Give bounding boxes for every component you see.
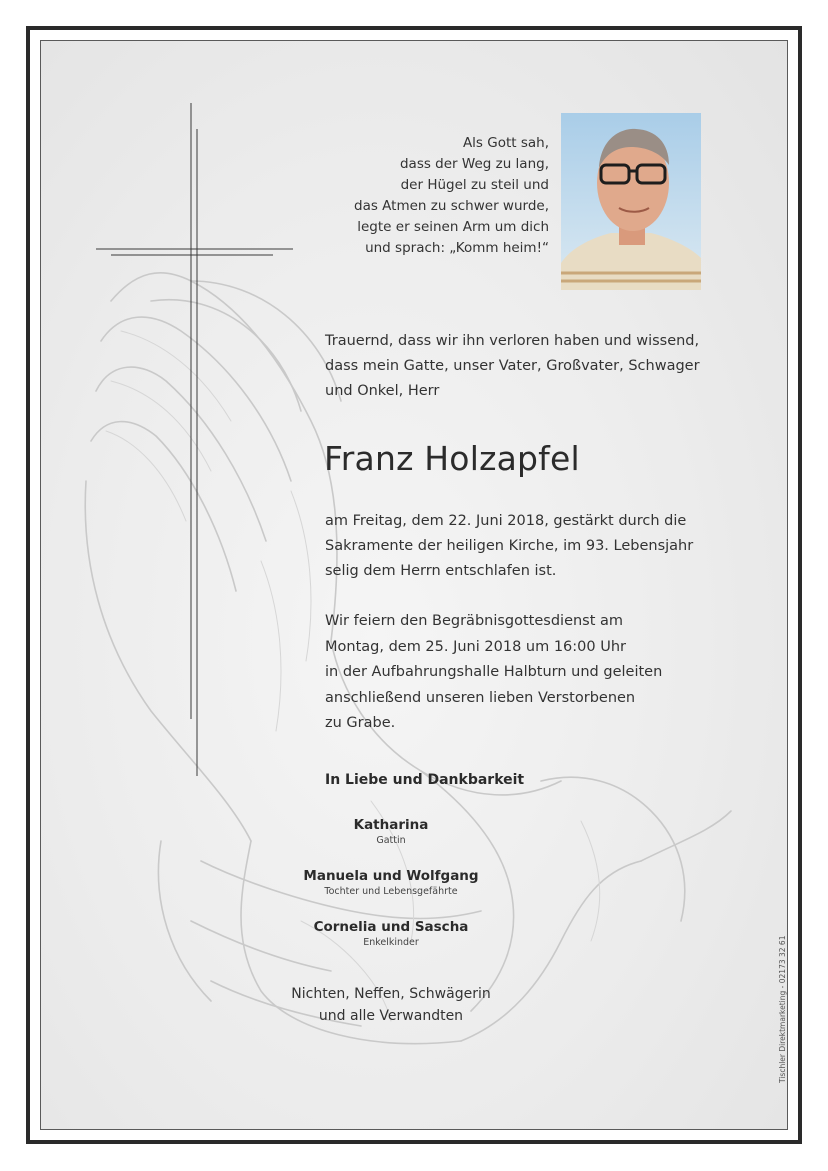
details-line: Sakramente der heiligen Kirche, im 93. Lebensjahr — [325, 538, 694, 554]
mourner-relation: Tochter und Lebensgefährte — [324, 886, 458, 897]
funeral-service-info — [325, 609, 745, 737]
poem-line: legte er seinen Arm um dich — [357, 219, 549, 235]
mourners-list — [271, 816, 511, 969]
mourner-entry — [271, 816, 511, 867]
mourner-name: Manuela und Wolfgang — [303, 868, 479, 884]
poem-line: und sprach: „Komm heim!“ — [365, 240, 549, 256]
poem-line: dass der Weg zu lang, — [399, 156, 549, 172]
outer-frame — [26, 26, 802, 1144]
service-line: anschließend unseren lieben Verstorbenen — [325, 689, 636, 706]
poem — [291, 133, 549, 259]
mourner-entry — [271, 918, 511, 969]
relatives-line: Nichten, Neffen, Schwägerin — [291, 986, 491, 1002]
poem-line: der Hügel zu steil und — [400, 177, 549, 193]
relatives — [271, 983, 511, 1027]
mourner-relation: Enkelkinder — [363, 937, 419, 948]
mourner-name: Katharina — [353, 817, 429, 833]
mourner-name: Cornelia und Sascha — [313, 919, 469, 935]
relatives-line: und alle Verwandten — [318, 1008, 464, 1024]
details-line: selig dem Herrn entschlafen ist. — [325, 563, 557, 579]
intro-line: dass mein Gatte, unser Vater, Großvater, Schwager — [325, 358, 700, 374]
deceased-name: Franz Holzapfel — [324, 439, 580, 478]
intro-text — [325, 329, 745, 404]
death-details — [325, 509, 745, 584]
poem-line: Als Gott sah, — [462, 135, 549, 151]
details-line: am Freitag, dem 22. Juni 2018, gestärkt durch die — [325, 513, 687, 529]
portrait-photo — [561, 113, 701, 290]
service-line: zu Grabe. — [325, 715, 396, 731]
closing-phrase: In Liebe und Dankbarkeit — [325, 772, 525, 788]
intro-line: Trauernd, dass wir ihn verloren haben und wissend, — [325, 333, 700, 349]
service-line: Wir feiern den Begräbnisgottesdienst am — [325, 613, 624, 629]
mourner-relation: Gattin — [376, 835, 406, 846]
poem-line: das Atmen zu schwer wurde, — [354, 198, 549, 214]
service-line: Montag, dem 25. Juni 2018 um 16:00 Uhr — [325, 638, 626, 655]
intro-line: und Onkel, Herr — [325, 383, 440, 399]
printer-imprint: Tischler Direktmarketing - 02173 32 61 — [778, 935, 787, 1083]
mourner-entry — [271, 867, 511, 918]
inner-frame — [40, 40, 788, 1130]
service-line: in der Aufbahrungshalle Halbturn und geleiten — [325, 664, 663, 680]
